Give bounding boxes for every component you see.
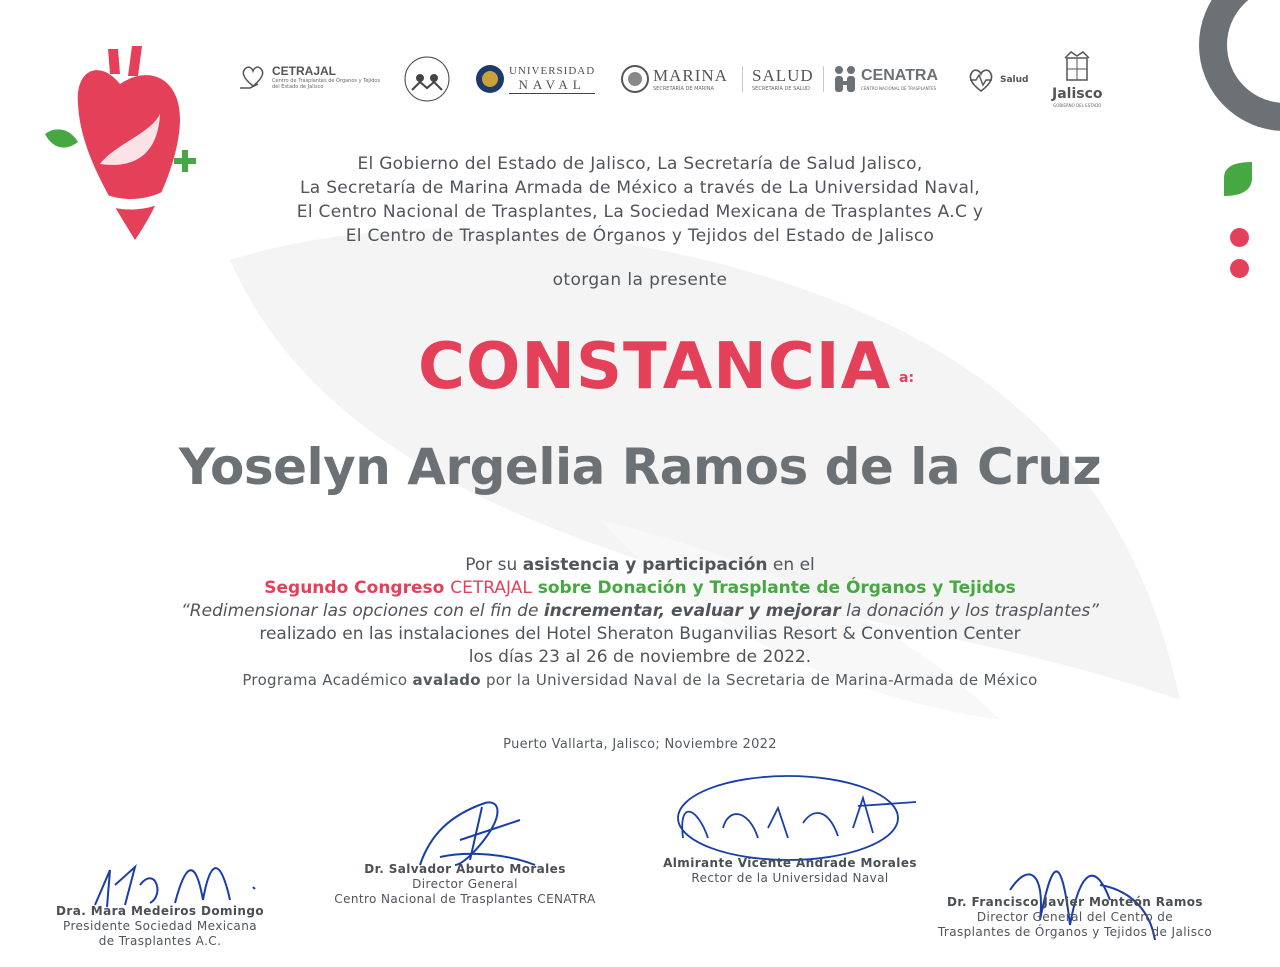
congress-line xyxy=(0,577,1280,600)
signer-role: Centro Nacional de Trasplantes CENATRA xyxy=(334,892,596,906)
salud-name: SALUD xyxy=(752,66,814,85)
body-text: en el xyxy=(767,555,815,575)
universidad-label: UNIVERSIDAD xyxy=(509,64,596,77)
signer-name: Almirante Vicente Andrade Morales xyxy=(663,856,917,870)
signer-role: de Trasplantes A.C. xyxy=(98,934,222,948)
universidad-naval-seal-icon xyxy=(475,64,505,94)
signer-role: Trasplantes de Órganos y Tejidos de Jalisco xyxy=(937,925,1213,939)
motto-text: “Redimensionar las opciones con el fin de xyxy=(180,601,544,621)
signature-block-monteon xyxy=(920,895,1230,940)
signer-role: Presidente Sociedad Mexicana xyxy=(63,919,257,933)
cenatra-logo xyxy=(832,64,938,94)
intro-text xyxy=(0,152,1280,248)
salud-small-name: Salud xyxy=(1000,75,1029,85)
programa-text: por la Universidad Naval de la Secretaria de Marina-Armada de México xyxy=(480,671,1038,689)
marina-seal-icon xyxy=(620,64,650,94)
universidad-naval-logo xyxy=(475,64,595,94)
sociedad-mexicana-trasplantes-logo xyxy=(402,54,452,104)
signature-andrade xyxy=(668,768,918,868)
salud-subtitle: SECRETARÍA DE SALUD xyxy=(752,86,810,92)
salud-jalisco-logo xyxy=(966,66,1029,94)
certificate-title: CONSTANCIA xyxy=(418,330,892,404)
congress-cetrajal: CETRAJAL xyxy=(450,578,532,598)
cenatra-name: CENATRA xyxy=(861,66,939,84)
motto-bold-text: incrementar, evaluar y mejorar xyxy=(543,601,841,621)
motto-line xyxy=(0,600,1280,623)
programa-bold-text: avalado xyxy=(412,671,481,689)
motto-text: la donación y los trasplantes” xyxy=(840,601,1099,621)
intro-line: El Centro Nacional de Trasplantes, La Sociedad Mexicana de Trasplantes A.C y xyxy=(296,202,984,222)
body-paragraph xyxy=(0,554,1280,692)
jalisco-name: Jalisco xyxy=(1052,86,1103,102)
naval-label: NAVAL xyxy=(518,76,586,92)
heart-pulse-icon xyxy=(966,66,996,94)
intro-line: El Centro de Trasplantes de Órganos y Tejidos del Estado de Jalisco xyxy=(345,226,935,246)
jalisco-subtitle: GOBIERNO DEL ESTADO xyxy=(1053,103,1102,108)
congress-topic: sobre Donación y Trasplante de Órganos y Tejidos xyxy=(531,578,1016,598)
signature-block-aburto xyxy=(310,862,620,907)
body-bold-text: asistencia y participación xyxy=(522,555,768,575)
venue-line: realizado en las instalaciones del Hotel Sheraton Buganvilias Resort & Convention Center xyxy=(259,624,1021,644)
certificate-title-suffix: a: xyxy=(899,370,915,386)
signer-role: Director General del Centro de xyxy=(976,910,1174,924)
signature-block-medeiros xyxy=(45,904,275,949)
cenatra-subtitle: CENTRO NACIONAL DE TRASPLANTES xyxy=(861,85,937,91)
intro-line: La Secretaría de Marina Armada de México a través de La Universidad Naval, xyxy=(300,178,980,198)
signer-name: Dra. Mara Medeiros Domingo xyxy=(56,904,264,918)
body-text: Por su xyxy=(465,555,523,575)
jalisco-coat-of-arms-icon xyxy=(1057,50,1097,86)
signer-name: Dr. Francisco Javier Monteón Ramos xyxy=(947,895,1203,909)
marina-name: MARINA xyxy=(653,65,728,85)
signer-name: Dr. Salvador Aburto Morales xyxy=(364,862,566,876)
programa-line xyxy=(0,669,1280,692)
marina-logo xyxy=(620,64,728,94)
recipient-name: Yoselyn Argelia Ramos de la Cruz xyxy=(178,438,1102,496)
programa-text: Programa Académico xyxy=(242,671,413,689)
corner-arc-decoration xyxy=(1190,0,1280,140)
heart-hand-icon xyxy=(238,62,268,92)
logo-separator xyxy=(742,66,743,92)
otorgan-text: otorgan la presente xyxy=(552,270,728,290)
logo-separator xyxy=(823,66,824,92)
cetrajal-subtitle: Centro de Trasplantes de Órganos y Tejidos del Estado de Jalisco xyxy=(272,78,381,90)
congress-name: Segundo Congreso xyxy=(264,578,451,598)
signer-role: Rector de la Universidad Naval xyxy=(691,871,889,885)
salud-logo xyxy=(752,66,814,93)
body-line-1 xyxy=(0,554,1280,577)
cenatra-icon xyxy=(832,64,858,94)
signer-role: Director General xyxy=(412,877,518,891)
dates-line: los días 23 al 26 de noviembre de 2022. xyxy=(468,647,812,667)
cetrajal-name: CETRAJAL xyxy=(272,64,337,78)
intro-line: El Gobierno del Estado de Jalisco, La Secretaría de Salud Jalisco, xyxy=(357,154,923,174)
signature-block-andrade xyxy=(640,856,940,886)
cetrajal-logo xyxy=(238,62,382,92)
jalisco-logo xyxy=(1052,50,1103,109)
place-date: Puerto Vallarta, Jalisco; Noviembre 2022 xyxy=(503,737,777,752)
marina-subtitle: SECRETARÍA DE MARINA xyxy=(653,85,714,92)
